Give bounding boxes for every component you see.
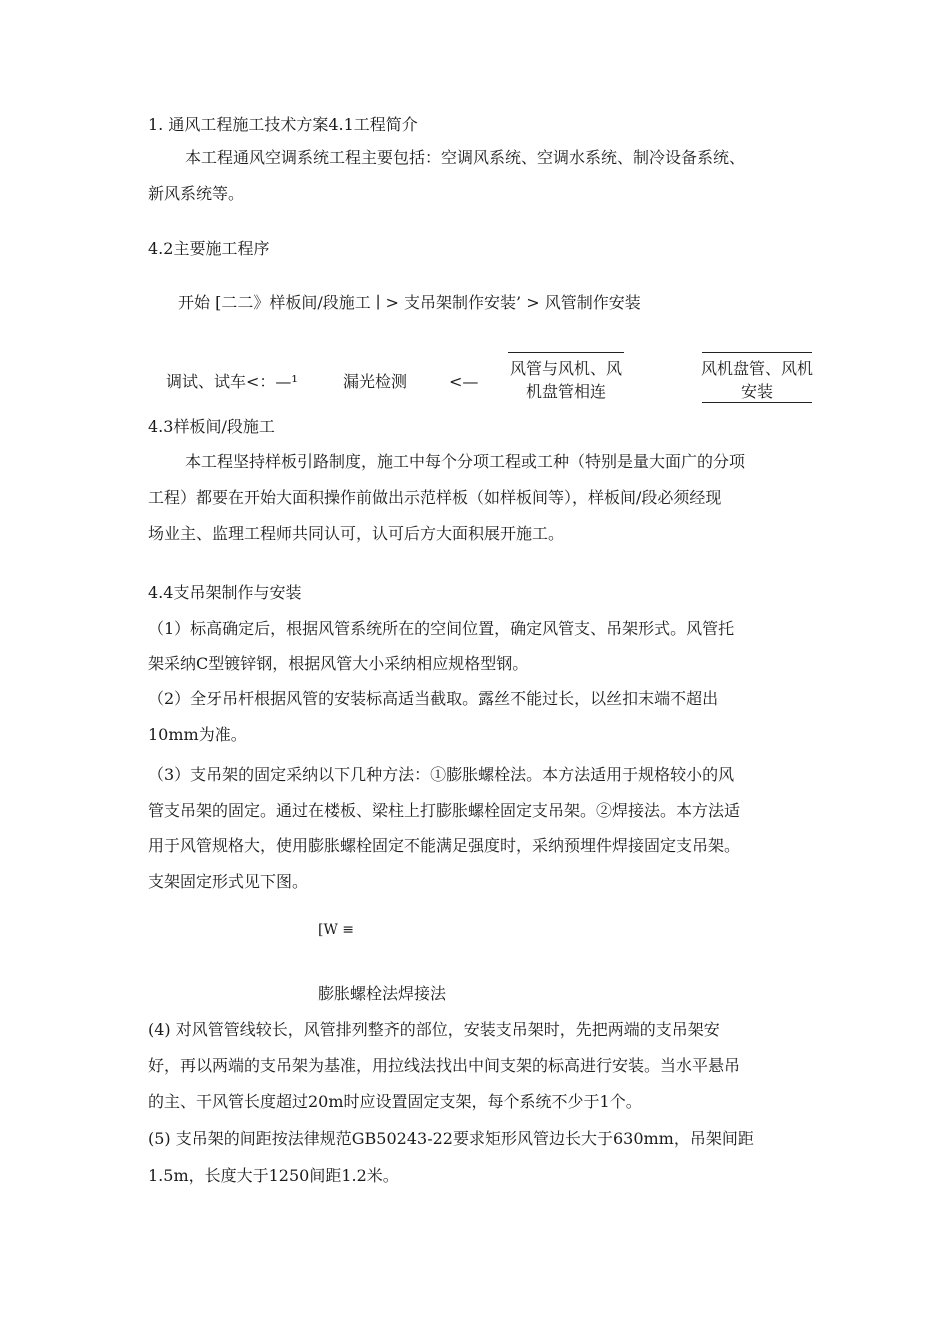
list-item-5-line: 1.5m，长度大于1250间距1.2米。 [148, 1166, 399, 1185]
paragraph-line: 场业主、监理工程师共同认可，认可后方大面积展开施工。 [148, 524, 565, 543]
flow-box-top-rule [702, 352, 812, 353]
paragraph-line: 工程）都要在开始大面积操作前做出示范样板（如样板间等），样板间/段必须经现 [148, 488, 722, 507]
list-item-4-line: (4) 对风管管线较长，风管排列整齐的部位，安装支吊架时，先把两端的支吊架安 [148, 1020, 720, 1039]
list-item-4-line: 的主、干风管长度超过20m时应设置固定支架，每个系统不少于1个。 [148, 1092, 642, 1111]
list-item-5-line: (5) 支吊架的间距按法律规范GB50243-22要求矩形风管边长大于630mm，吊架间距 [148, 1129, 754, 1148]
flow-row-1: 开始 [二二》样板间/段施工 ∣ > 支吊架制作安装’ > 风管制作安装 [178, 293, 641, 312]
list-item-3-line: 用于风管规格大，使用膨胀螺栓固定不能满足强度时，采纳预埋件焊接固定支吊架。 [148, 836, 741, 855]
section-heading: 1. 通风工程施工技术方案4.1工程简介 [148, 115, 418, 134]
list-item-2-line: （2）全牙吊杆根据风管的安装标高适当截取。露丝不能过长，以丝扣末端不超出 [148, 689, 719, 708]
section-heading: 4.4支吊架制作与安装 [148, 583, 302, 602]
flow-box-duct-connect-line1: 风管与风机、风 [509, 359, 622, 378]
paragraph-line: 本工程通风空调系统工程主要包括：空调风系统、空调水系统、制冷设备系统、 [185, 148, 746, 167]
flow-box-fan-coil-line1: 风机盘管、风机 [700, 359, 813, 378]
flow-arrow: <— [449, 372, 479, 391]
list-item-3-line: 支架固定形式见下图。 [148, 872, 309, 891]
figure-caption: 膨胀螺栓法焊接法 [318, 984, 447, 1003]
flow-step-debug: 调试、试车<：—¹ [166, 372, 298, 391]
paragraph-line: 新风系统等。 [148, 184, 245, 203]
list-item-1-line: （1）标高确定后，根据风管系统所在的空间位置，确定风管支、吊架形式。风管托 [148, 619, 735, 638]
section-heading: 4.2主要施工程序 [148, 239, 270, 258]
list-item-3-line: （3）支吊架的固定采纳以下几种方法：①膨胀螺栓法。本方法适用于规格较小的风 [148, 765, 735, 784]
figure-placeholder-text: [W ≡ [318, 922, 355, 938]
list-item-3-line: 管支吊架的固定。通过在楼板、梁柱上打膨胀螺栓固定支吊架。②焊接法。本方法适 [148, 801, 741, 820]
paragraph-line: 本工程坚持样板引路制度，施工中每个分项工程或工种（特别是量大面广的分项 [185, 452, 746, 471]
list-item-1-line: 架采纳C型镀锌钢，根据风管大小采纳相应规格型钢。 [148, 654, 529, 673]
list-item-4-line: 好，再以两端的支吊架为基准，用拉线法找出中间支架的标高进行安装。当水平悬吊 [148, 1056, 741, 1075]
flow-step-leak-test: 漏光检测 [343, 372, 408, 391]
flow-box-fan-coil-line2: 安装 [740, 382, 773, 401]
section-heading: 4.3样板间/段施工 [148, 417, 275, 436]
flow-box-top-rule [508, 352, 624, 353]
flow-box-bottom-rule [702, 402, 812, 403]
list-item-2-line: 10mm为准。 [148, 725, 247, 744]
flow-box-duct-connect-line2: 机盘管相连 [525, 382, 606, 401]
